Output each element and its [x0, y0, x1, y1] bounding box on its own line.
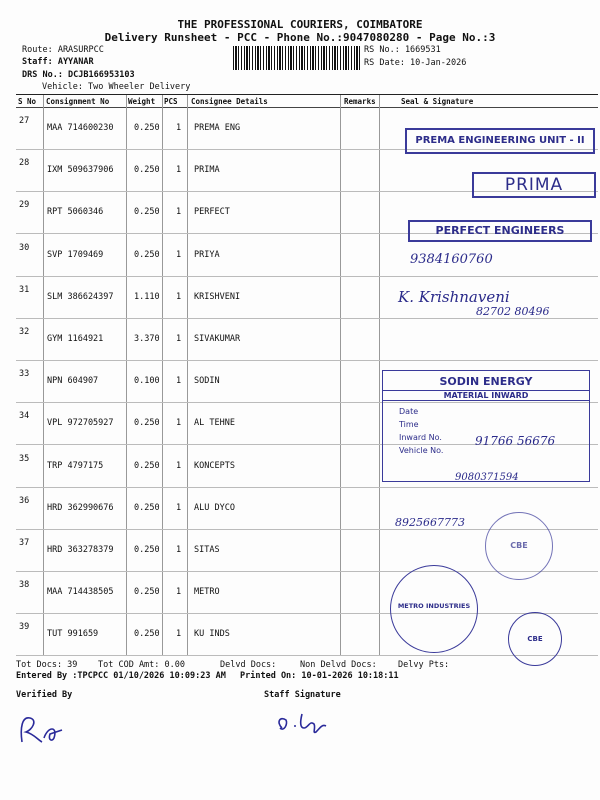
row-consignment-no: SVP 1709469 [47, 249, 104, 260]
vehicle: Vehicle: Two Wheeler Delivery [42, 82, 191, 92]
row-sno: 36 [19, 495, 30, 506]
col-seal: Seal & Signature [401, 97, 474, 106]
row-consignee: PRIMA [194, 165, 220, 176]
phone-note-4: 8925667773 [395, 516, 465, 529]
row-weight: 0.250 [134, 123, 160, 133]
row-sno: 27 [19, 116, 30, 126]
row-sno: 39 [19, 622, 30, 633]
row-consignment-no: MAA 714438505 [47, 587, 114, 598]
row-consignment-no: TUT 991659 [47, 629, 99, 640]
row-weight: 0.250 [134, 207, 160, 218]
row-consignment-no: MAA 714600230 [47, 123, 114, 133]
col-consignment: Consignment No [46, 97, 110, 106]
row-pcs: 1 [176, 460, 182, 471]
inward-number: 91766 56676 [475, 434, 556, 448]
row-pcs: 1 [176, 502, 182, 513]
col-consignee: Consignee Details [191, 97, 268, 106]
staff: Staff: AYYANAR [22, 57, 94, 67]
col-remarks: Remarks [344, 97, 376, 106]
row-weight: 0.250 [134, 629, 160, 640]
entered-by: Entered By :TPCPCC 01/10/2026 10:09:23 AM [16, 671, 226, 681]
row-consignment-no: HRD 363278379 [47, 545, 114, 555]
prima-stamp: PRIMA [472, 172, 596, 198]
verified-by-label: Verified By [16, 690, 73, 700]
stamp-time-label: Time [399, 420, 419, 429]
row-pcs: 1 [176, 165, 182, 176]
material-inward: MATERIAL INWARD [383, 390, 589, 401]
row-consignee: PRIYA [194, 249, 220, 260]
row-consignment-no: NPN 604907 [47, 376, 99, 387]
row-consignee: KONCEPTS [194, 460, 235, 471]
sitas-seal: CBE [485, 512, 553, 580]
row-weight: 0.250 [134, 418, 160, 429]
prema-stamp: PREMA ENGINEERING UNIT - II [405, 128, 595, 154]
row-weight: 0.250 [134, 587, 160, 598]
row-pcs: 1 [176, 291, 182, 302]
row-weight: 0.250 [134, 249, 160, 260]
row-weight: 0.250 [134, 502, 160, 513]
runsheet-title: Delivery Runsheet - PCC - Phone No.:9047080280 - Page No.:3 [104, 31, 496, 44]
total-docs: Tot Docs: 39 [16, 660, 78, 670]
row-pcs: 1 [176, 418, 182, 429]
stamp-date-label: Date [399, 407, 419, 416]
row-pcs: 1 [176, 629, 182, 640]
row-pcs: 1 [176, 545, 182, 555]
col-sno: S No [18, 97, 37, 106]
route: Route: ARASURPCC [22, 45, 104, 55]
row-sno: 34 [19, 411, 30, 422]
rs-number: RS No.: 1669531 [364, 45, 441, 55]
company-name: THE PROFESSIONAL COURIERS, COIMBATORE [177, 18, 423, 31]
phone-note-3: 9080371594 [455, 472, 519, 483]
row-consignee: PREMA ENG [194, 123, 241, 133]
drs-number: DRS No.: DCJB166953103 [22, 70, 135, 80]
stamp-inward-label: Inward No. [399, 433, 442, 442]
row-consignment-no: GYM 1164921 [47, 334, 104, 344]
row-consignment-no: TRP 4797175 [47, 460, 104, 471]
row-consignment-no: SLM 386624397 [47, 291, 114, 302]
row-consignment-no: VPL 972705927 [47, 418, 114, 429]
krishnaveni-signature: K. Krishnaveni [398, 288, 510, 306]
row-consignee: KRISHVENI [194, 291, 241, 302]
metro-seal [390, 565, 478, 653]
row-weight: 0.100 [134, 376, 160, 387]
non-delivered-docs: Non Delvd Docs: [300, 660, 377, 670]
row-pcs: 1 [176, 207, 182, 218]
col-pcs: PCS [164, 97, 178, 106]
row-pcs: 1 [176, 587, 182, 598]
row-sno: 37 [19, 538, 30, 548]
row-sno: 29 [19, 200, 30, 211]
phone-note-2: 82702 80496 [476, 305, 550, 318]
row-weight: 1.110 [134, 291, 160, 302]
row-pcs: 1 [176, 376, 182, 387]
row-sno: 28 [19, 158, 30, 169]
staff-signature-label: Staff Signature [264, 690, 341, 700]
rs-date: RS Date: 10-Jan-2026 [364, 58, 467, 68]
staff-signature [270, 706, 340, 742]
row-sno: 35 [19, 453, 30, 464]
row-consignment-no: IXM 509637906 [47, 165, 114, 176]
perfect-stamp: PERFECT ENGINEERS [408, 220, 592, 242]
printed-on: Printed On: 10-01-2026 10:18:11 [240, 671, 399, 681]
barcode [233, 46, 360, 70]
ku-seal: CBE [508, 612, 562, 666]
row-consignee: ALU DYCO [194, 502, 235, 513]
row-sno: 31 [19, 284, 30, 295]
row-consignee: AL TEHNE [194, 418, 235, 429]
row-sno: 30 [19, 242, 30, 253]
verifier-signature [14, 708, 74, 748]
row-sno: 38 [19, 580, 30, 591]
energy-title: SODIN ENERGY [439, 375, 533, 388]
row-consignee: KU INDS [194, 629, 230, 640]
row-consignee: SITAS [194, 545, 220, 555]
delivered-docs: Delvd Docs: [220, 660, 277, 670]
col-weight: Weight [128, 97, 156, 106]
row-weight: 0.250 [134, 165, 160, 176]
row-consignee: SODIN [194, 376, 220, 387]
row-weight: 0.250 [134, 460, 160, 471]
row-sno: 33 [19, 369, 30, 380]
row-consignee: PERFECT [194, 207, 230, 218]
row-consignee: METRO [194, 587, 220, 598]
metro-seal-text: METRO INDUSTRIES [397, 602, 471, 610]
row-consignment-no: HRD 362990676 [47, 502, 114, 513]
row-pcs: 1 [176, 123, 182, 133]
row-consignment-no: RPT 5060346 [47, 207, 104, 218]
row-pcs: 1 [176, 334, 182, 344]
phone-note-1: 9384160760 [410, 252, 493, 267]
row-sno: 32 [19, 327, 30, 337]
stamp-vehicle-label: Vehicle No. [399, 446, 444, 455]
row-pcs: 1 [176, 249, 182, 260]
delivery-points: Delvy Pts: [398, 660, 450, 670]
table-row [16, 318, 598, 361]
row-consignee: SIVAKUMAR [194, 334, 241, 344]
energy-stamp [382, 370, 590, 482]
row-weight: 0.250 [134, 545, 160, 555]
row-weight: 3.370 [134, 334, 160, 344]
total-cod: Tot COD Amt: 0.00 [98, 660, 185, 670]
